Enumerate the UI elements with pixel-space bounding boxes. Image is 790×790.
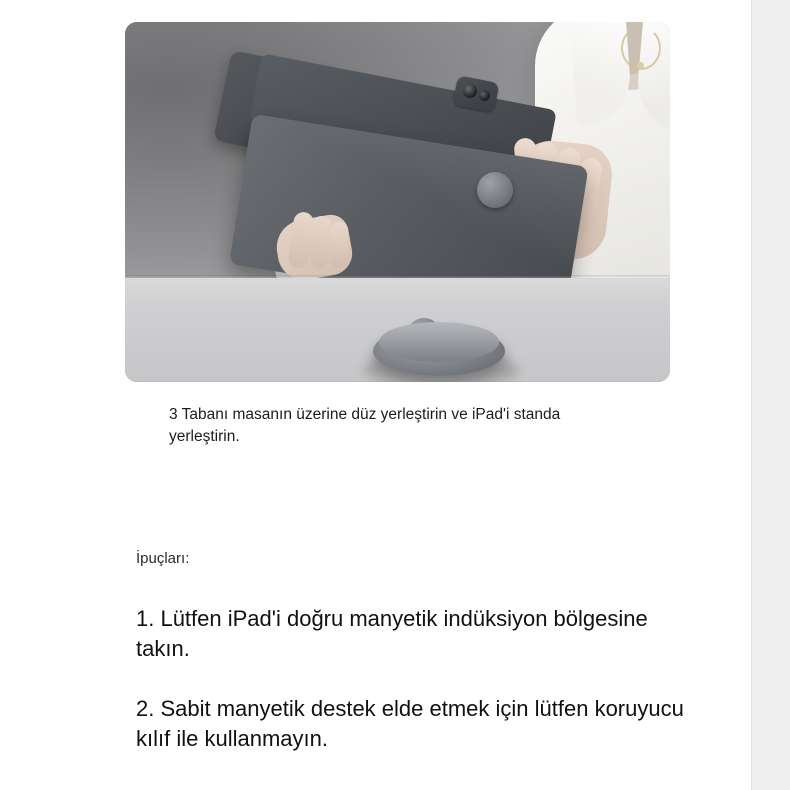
camera-lens-secondary-icon [479,90,490,101]
finger-left-2 [309,215,332,268]
finger-left-3 [330,222,348,268]
necklace-pendant [637,62,644,69]
tips-label: İpuçları: [136,550,190,567]
right-gutter [751,0,790,790]
photo-backdrop [125,22,670,382]
stand-base-top [379,322,499,362]
tip-item-2: 2. Sabit manyetik destek elde etmek için lütfen koruyucu kılıf ile kullanmayın. [136,696,684,751]
product-photo [125,22,670,382]
stand-ball-joint [477,172,513,208]
tip-item-1: 1. Lütfen iPad'i doğru manyetik indüksiyon bölgesine takın. [136,606,648,661]
photo-caption: 3 Tabanı masanın üzerine düz yerleştirin ve iPad'i standa yerleştirin. [169,406,561,446]
